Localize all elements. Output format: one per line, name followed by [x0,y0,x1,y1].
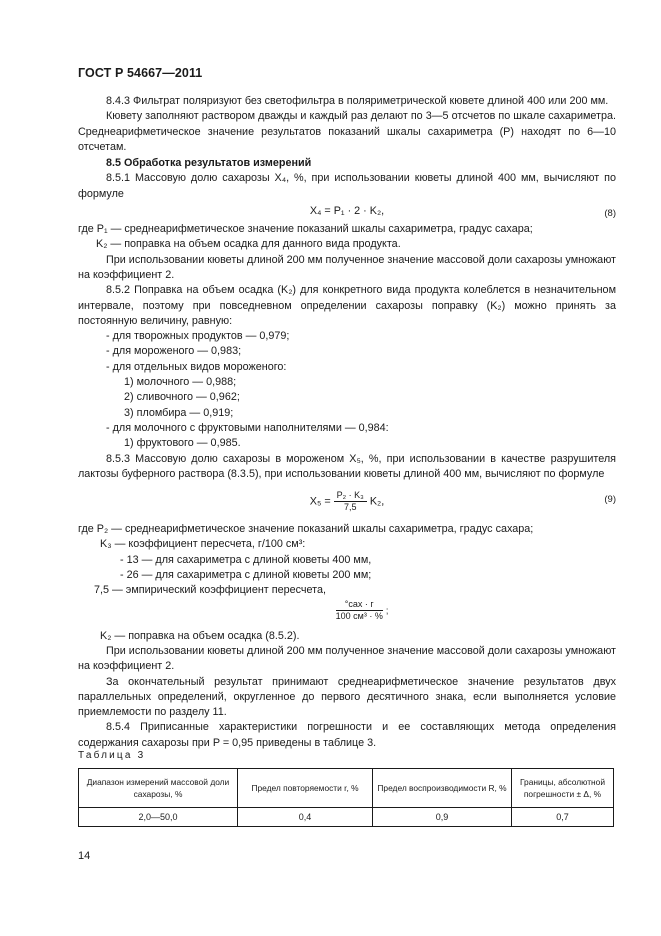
where-p1: где P₁ — среднеарифметическое значение показаний шкалы сахариметра, градус сахара; [78,223,533,236]
formula-9-numerator: P₂ · K₃ [334,490,367,502]
where-7-5: 7,5 — эмпирический коэффициент пересчета, [94,584,326,597]
where-k2-ref: K₂ — поправка на объем осадка (8.5.2). [100,629,300,642]
list-item: - для творожных продуктов — 0,979; [106,330,290,343]
paragraph-8-4-3: 8.4.3 Фильтрат поляризуют без светофильтра в поляриметрической кювете длиной 400 или 200 мм. [106,95,609,107]
table-cell: 0,9 [373,808,512,827]
formula-9-rhs: K₂, [369,495,385,508]
paragraph-8-4-3-cont: Кювету заполняют раствором дважды и каждый раз делают по 3—5 отсчетов по шкале сахариметра. Среднеарифметическое значение результатов показаний шкалы сахариметра (Р) находят по 6—10 отсчетам. [78,110,616,153]
list-item: - для отдельных видов мороженого: [106,360,287,373]
table-cell: 2,0—50,0 [79,808,238,827]
paragraph-final-result: За окончательный результат принимают среднеарифметическое значение результатов двух параллельных определений, округленное до первого десятичного знака, если выполняется условие приемлемости по разделу 11. [78,675,616,719]
where-p2: где P₂ — среднеарифметическое значение показаний шкалы сахариметра, градус сахара; [78,523,534,536]
formula-8-body: X₄ = P₁ · 2 · K₂, [309,205,385,218]
list-item: - для молочного с фруктовыми наполнителями — 0,984: [106,421,389,434]
table-row [79,808,614,827]
paragraph-8-5-1-note: При использовании кюветы длиной 200 мм полученное значение массовой доли сахарозы умножают на коэффициент 2. [78,253,616,281]
document-header: ГОСТ Р 54667—2011 [78,66,203,80]
where-k3: K₃ — коэффициент пересчета, г/100 см³: [100,538,306,551]
where-k2: K₂ — поправка на объем осадка для данного вида продукта. [96,238,401,251]
unit-fraction-denominator: 100 см³ · % [335,610,383,621]
table-header-cell: Предел повторяемости r, % [238,769,373,808]
list-item: 2) сливочного — 0,962; [124,391,240,404]
formula-9 [78,486,616,516]
where-k3-item: - 26 — для сахариметра с длиной кюветы 200 мм; [120,569,372,582]
where-k3-item: - 13 — для сахариметра с длиной кюветы 400 мм, [120,553,372,566]
table-caption: Таблица 3 [78,750,146,761]
page-number: 14 [78,850,91,862]
list-item: - для мороженого — 0,983; [106,345,242,358]
formula-8 [78,204,616,222]
formula-9-number: (9) [604,494,616,506]
table-header-cell: Предел воспроизводимости R, % [373,769,512,808]
formula-9-fraction [334,490,367,513]
table-header-row [79,769,614,808]
unit-fraction-numerator: °сах · г [336,599,383,611]
formula-9-body [78,490,616,513]
formula-9-denominator: 7,5 [343,502,357,513]
paragraph-8-5-3-note: При использовании кюветы длиной 200 мм полученное значение массовой доли сахарозы умножают на коэффициент 2. [78,644,616,673]
formula-9-lhs: X₅ = [309,495,331,508]
table-cell: 0,4 [238,808,373,827]
table-header-cell: Диапазон измерений массовой доли сахарозы, % [79,769,238,808]
table-cell: 0,7 [512,808,614,827]
list-item: 3) пломбира — 0,919; [124,406,234,419]
paragraph-8-5-3: 8.5.3 Массовую долю сахарозы в мороженом X₅, %, при использовании в качестве разрушителя лактозы буферного раствора (8.3.5), при использовании кюветы длиной 400 мм, вычисляют по формуле [78,452,616,480]
unit-fraction [78,599,616,629]
document-body [78,94,616,751]
paragraph-8-5-2: 8.5.2 Поправка на объем осадка (K₂) для конкретного вида продукта колеблется в незначительном интервале, поэтому при повседневном определении сахарозы поправку (K₂) можно принять за постоянную величину, равную: [78,284,616,327]
list-item: 1) фруктового — 0,985. [124,437,241,450]
table-header-cell: Границы, абсолютной погрешности ± Δ, % [512,769,614,808]
paragraph-8-5-1: 8.5.1 Массовую долю сахарозы X₄, %, при использовании кюветы длиной 400 мм, вычисляют по формуле [78,172,616,200]
formula-8-number: (8) [604,208,616,220]
unit-fraction-body [336,599,383,622]
list-item: 1) молочного — 0,988; [124,376,237,389]
table-3 [78,768,614,827]
paragraph-8-5-4: 8.5.4 Приписанные характеристики погрешности и ее составляющих метода определения содержания сахарозы при P = 0,95 приведены в таблице 3. [78,721,616,749]
unit-fraction-tail: ; [385,604,389,615]
section-8-5-heading: 8.5 Обработка результатов измерений [106,157,312,170]
